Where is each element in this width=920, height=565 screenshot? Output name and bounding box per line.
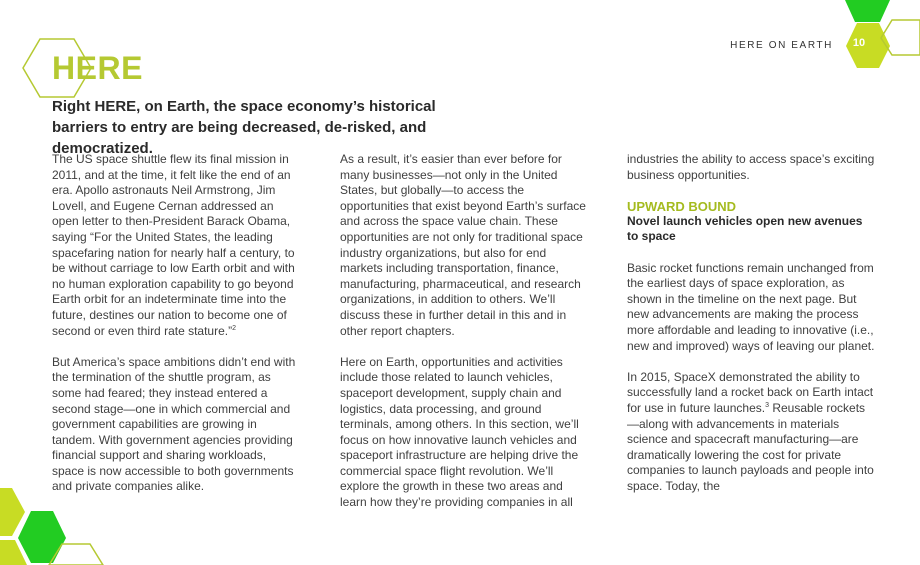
column-2: [340, 152, 590, 526]
paragraph: But America’s space ambitions didn’t end with the termination of the shuttle program, as some had feared; they instead entered a second stage—one in which commercial and government capabilities are growing in tandem. With government agencies providing financial support and sharing workloads, space is now accessible to both governments and private companies alike.: [52, 354, 296, 494]
subheading: UPWARD BOUND: [627, 198, 737, 214]
paragraph-text: The US space shuttle flew its final mission in 2011, and at the time, it felt like the end of an era. Apollo astronauts Neil Armstrong, Jim Lovell, and Eugene Cernan addressed an open letter to then-President Barack Obama, saying “For the United States, the leading spacefaring nation for nearly half a century, to be without carriage to low Earth orbit and with no human exploration capability to go beyond Earth orbit for an indeterminate time into the future, destines our nation to become one of second or even third rate stature.”: [52, 152, 295, 338]
paragraph: As a result, it’s easier than ever before for many businesses—not only in the United States, but globally—to access the opportunities that exist beyond Earth’s surface and across the space value chain. These opportunities are not only for traditional space industry organizations, but also for end markets including transportation, finance, manufacturing, pharmaceutical, and research organizations, in addition to others. We’ll discuss these in further detail in this and in other report chapters.: [340, 152, 586, 338]
paragraph: Here on Earth, opportunities and activities include those related to launch vehicles, spaceport development, supply chain and logistics, data processing, and ground terminals, among others. In this section, we’ll focus on how innovative launch vehicles and spaceport infrastructure are helping drive the commercial space flight revolution. We’ll explore the growth in these two areas and learn how they’re providing companies in all: [340, 354, 579, 510]
paragraph: [627, 370, 875, 495]
top-right-green-hexagon: [845, 0, 890, 22]
bottom-left-green-hexagon: [18, 511, 66, 563]
running-head: HERE ON EARTH: [730, 40, 833, 51]
footnote-marker: 3: [765, 401, 769, 409]
column-3: [627, 152, 875, 510]
paragraph: [52, 152, 298, 339]
page-number: 10: [852, 37, 866, 49]
paragraph-text: Reusable rockets—along with advancements in materials science and spacecraft manufacturing—are dramatically lowering the cost for private companies to launch payloads and people into space. Today, the: [627, 400, 874, 493]
section-title: HERE: [52, 50, 143, 86]
paragraph: industries the ability to access space’s exciting business opportunities.: [627, 152, 875, 182]
subheading-deck: Novel launch vehicles open new avenues to space: [627, 213, 863, 244]
paragraph: Basic rocket functions remain unchanged from the earliest days of space exploration, as shown in the timeline on the next page. But new advancements are making the process more affordable and leading to innovative (i.e., new and improved) ways of leaving our planet.: [627, 260, 875, 353]
footnote-marker: 2: [232, 324, 236, 332]
lead-paragraph: Right HERE, on Earth, the space economy’s historical barriers to entry are being decreased, de-risked, and democratized.: [52, 98, 436, 157]
column-1: [52, 152, 298, 511]
paragraph-text: In 2015, SpaceX demonstrated the ability to successfully land a rocket back on Earth intact for use in future launches.: [627, 369, 874, 415]
bottom-left-lime-hexagon: [0, 488, 25, 536]
